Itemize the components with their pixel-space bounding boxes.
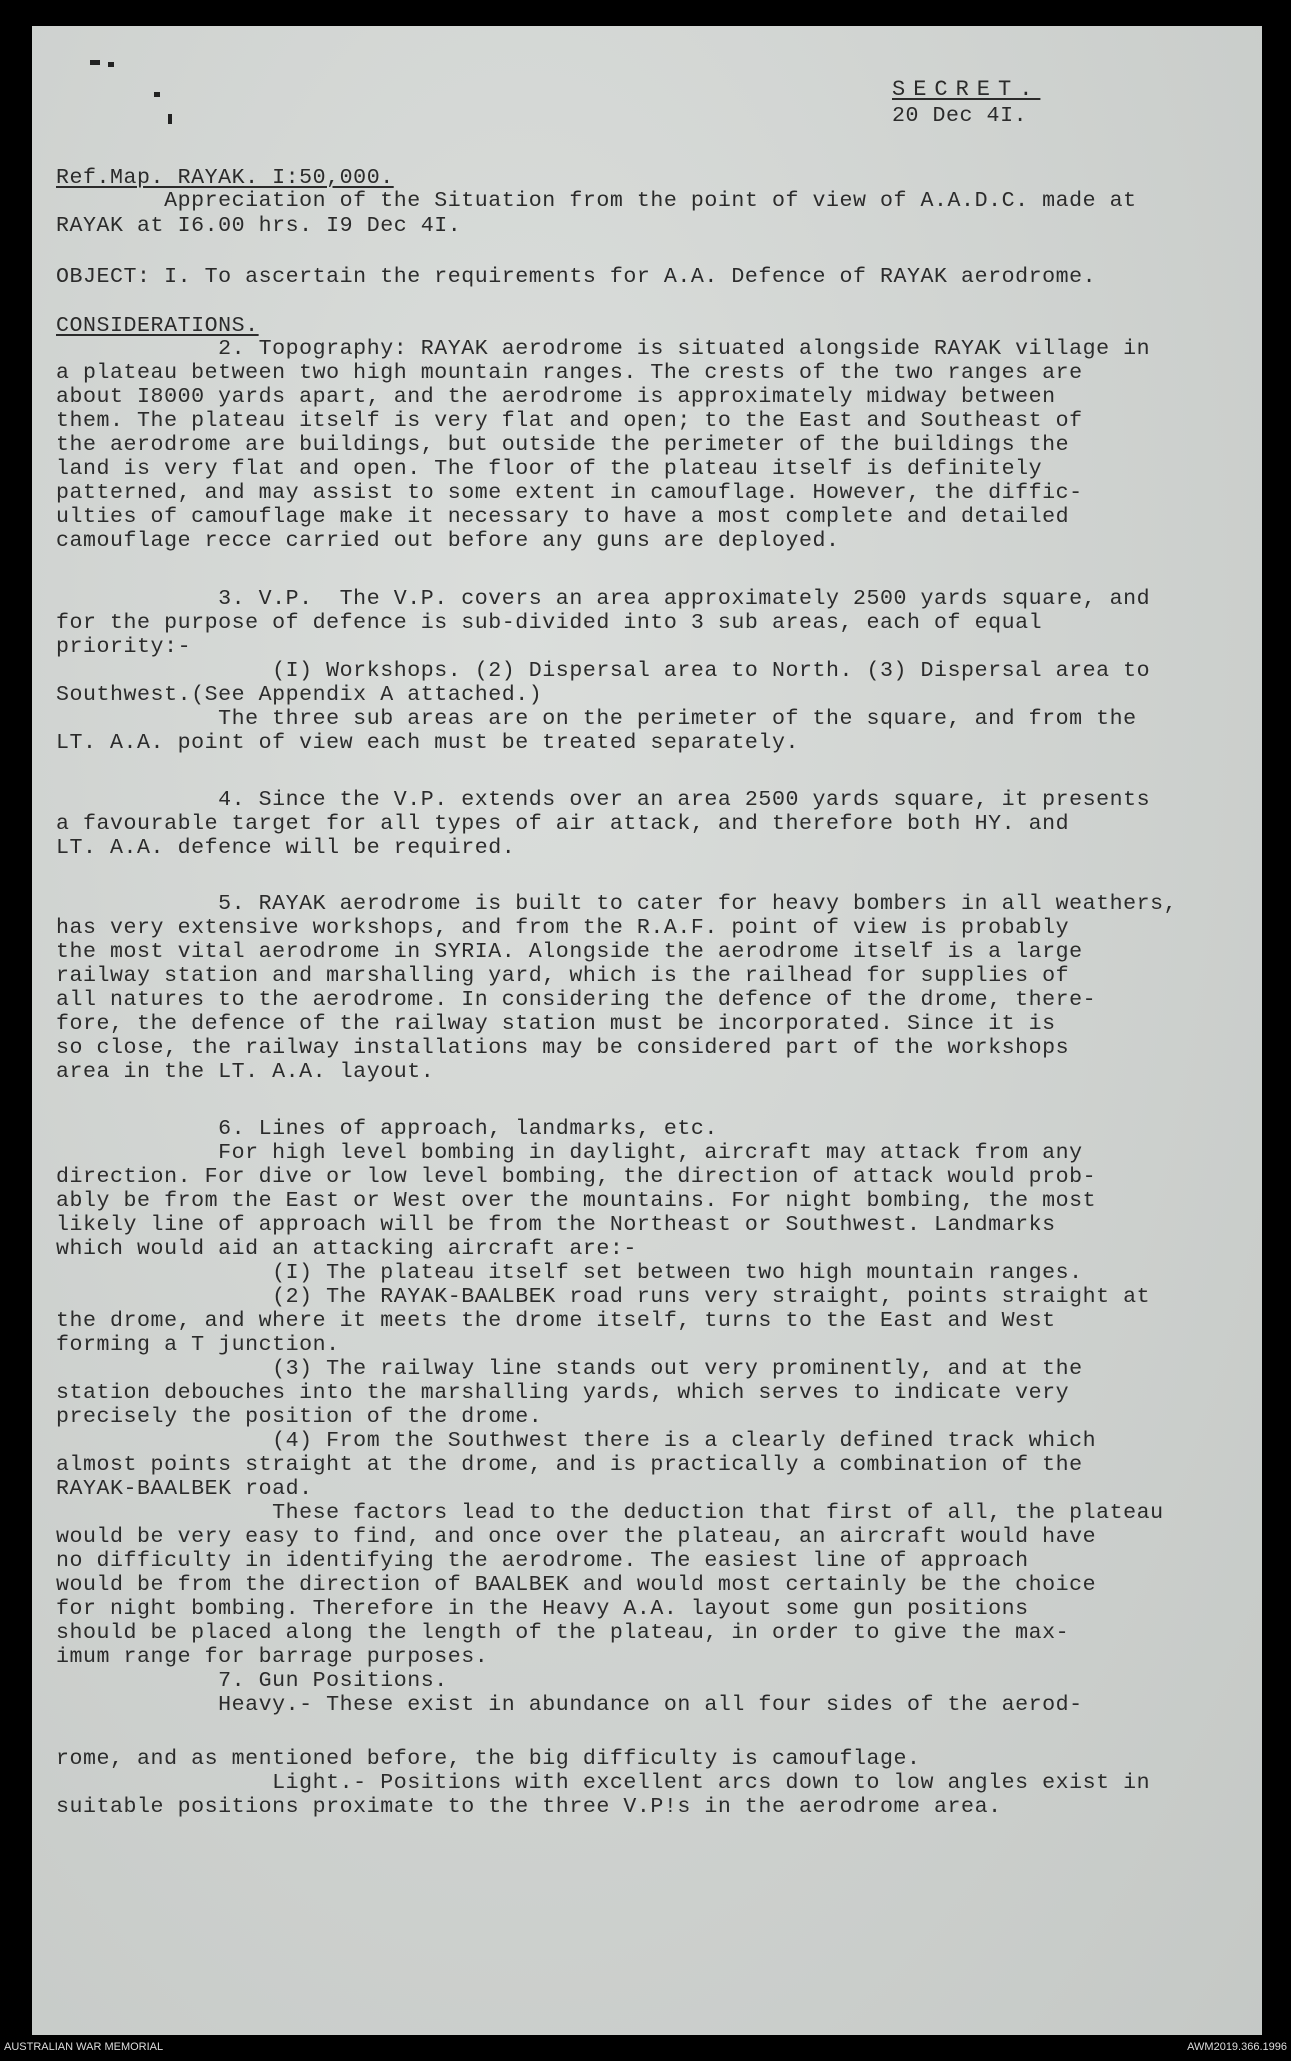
text-line: them. The plateau itself is very flat and open; to the East and Southeast of — [56, 409, 1083, 433]
text-line: (I) The plateau itself set between two high mountain ranges. — [56, 1261, 1083, 1285]
object-line: OBJECT: I. To ascertain the requirements for A.A. Defence of RAYAK aerodrome. — [56, 265, 1097, 289]
text-line: a plateau between two high mountain ranges. The crests of the two ranges are — [56, 361, 1083, 385]
text-line: 5. RAYAK aerodrome is built to cater for heavy bombers in all weathers, — [56, 892, 1178, 916]
text-line: imum range for barrage purposes. — [56, 1645, 489, 1669]
text-line: Southwest.(See Appendix A attached.) — [56, 683, 543, 707]
text-line: (I) Workshops. (2) Dispersal area to North. (3) Dispersal area to — [56, 659, 1151, 683]
text-line: patterned, and may assist to some extent in camouflage. However, the diffic- — [56, 481, 1083, 505]
text-line: The three sub areas are on the perimeter of the square, and from the — [56, 707, 1137, 731]
map-reference: Ref.Map. RAYAK. I:50,000. — [56, 166, 394, 190]
text-line: LT. A.A. point of view each must be treated separately. — [56, 731, 799, 755]
text-line: the most vital aerodrome in SYRIA. Alongside the aerodrome itself is a large — [56, 940, 1083, 964]
text-line: These factors lead to the deduction that first of all, the plateau — [56, 1501, 1164, 1525]
text-line: forming a T junction. — [56, 1333, 340, 1357]
text-line: Appreciation of the Situation from the point of view of A.A.D.C. made at — [56, 189, 1137, 213]
text-line: all natures to the aerodrome. In considering the defence of the drome, there- — [56, 988, 1097, 1012]
text-line: railway station and marshalling yard, which is the railhead for supplies of — [56, 964, 1070, 988]
text-line: the aerodrome are buildings, but outside the perimeter of the buildings the — [56, 433, 1070, 457]
text-line: direction. For dive or low level bombing, the direction of attack would prob- — [56, 1165, 1097, 1189]
text-line: 7. Gun Positions. — [56, 1669, 448, 1693]
text-line: the drome, and where it meets the drome itself, turns to the East and West — [56, 1309, 1056, 1333]
ink-mark — [168, 114, 172, 124]
text-line: would be from the direction of BAALBEK and would most certainly be the choice — [56, 1573, 1097, 1597]
text-line: no difficulty in identifying the aerodrome. The easiest line of approach — [56, 1549, 1029, 1573]
text-line: 2. Topography: RAYAK aerodrome is situated alongside RAYAK village in — [56, 337, 1151, 361]
ink-mark — [154, 92, 160, 97]
ink-mark — [108, 62, 114, 67]
text-line: Light.- Positions with excellent arcs down to low angles exist in — [56, 1771, 1151, 1795]
text-line: RAYAK at I6.00 hrs. I9 Dec 4I. — [56, 214, 462, 238]
document-page — [32, 26, 1262, 2036]
text-line: (2) The RAYAK-BAALBEK road runs very straight, points straight at — [56, 1285, 1151, 1309]
text-line: station debouches into the marshalling yards, which serves to indicate very — [56, 1381, 1070, 1405]
text-line: ably be from the East or West over the mountains. For night bombing, the most — [56, 1189, 1097, 1213]
archive-footer — [0, 2035, 1291, 2061]
text-line: Heavy.- These exist in abundance on all four sides of the aerod- — [56, 1693, 1083, 1717]
text-line: LT. A.A. defence will be required. — [56, 836, 516, 860]
text-line: likely line of approach will be from the Northeast or Southwest. Landmarks — [56, 1213, 1056, 1237]
text-line: should be placed along the length of the plateau, in order to give the max- — [56, 1621, 1070, 1645]
text-line: RAYAK-BAALBEK road. — [56, 1477, 313, 1501]
text-line: precisely the position of the drome. — [56, 1405, 543, 1429]
text-line: a favourable target for all types of air attack, and therefore both HY. and — [56, 812, 1070, 836]
text-line: For high level bombing in daylight, aircraft may attack from any — [56, 1141, 1083, 1165]
text-line: land is very flat and open. The floor of the plateau itself is definitely — [56, 457, 1043, 481]
text-line: so close, the railway installations may be considered part of the workshops — [56, 1036, 1070, 1060]
text-line: about I8000 yards apart, and the aerodrome is approximately midway between — [56, 385, 1056, 409]
considerations-heading: CONSIDERATIONS. — [56, 314, 259, 338]
text-line: which would aid an attacking aircraft are:- — [56, 1237, 637, 1261]
text-line: for the purpose of defence is sub-divided into 3 sub areas, each of equal — [56, 611, 1043, 635]
footer-institution: AUSTRALIAN WAR MEMORIAL — [4, 2041, 164, 2053]
text-line: camouflage recce carried out before any guns are deployed. — [56, 529, 840, 553]
ink-mark — [90, 60, 100, 65]
classification-stamp: SECRET. — [892, 77, 1041, 102]
text-line: has very extensive workshops, and from the R.A.F. point of view is probably — [56, 916, 1070, 940]
text-line: priority:- — [56, 635, 192, 659]
text-line: would be very easy to find, and once over the plateau, an aircraft would have — [56, 1525, 1097, 1549]
section-heading-7: rome, and as mentioned before, the big difficulty is camouflage. — [56, 1747, 921, 1771]
text-line: for night bombing. Therefore in the Heavy A.A. layout some gun positions — [56, 1597, 1029, 1621]
text-line: (4) From the Southwest there is a clearly defined track which — [56, 1429, 1097, 1453]
footer-reference: AWM2019.366.1996 — [1187, 2041, 1287, 2053]
text-line: (3) The railway line stands out very prominently, and at the — [56, 1357, 1083, 1381]
text-line: suitable positions proximate to the three V.P!s in the aerodrome area. — [56, 1795, 1002, 1819]
text-line: fore, the defence of the railway station must be incorporated. Since it is — [56, 1012, 1056, 1036]
text-line: 4. Since the V.P. extends over an area 2500 yards square, it presents — [56, 788, 1151, 812]
text-line: ulties of camouflage make it necessary to have a most complete and detailed — [56, 505, 1070, 529]
text-line: 3. V.P. The V.P. covers an area approximately 2500 yards square, and — [56, 587, 1151, 611]
text-line: area in the LT. A.A. layout. — [56, 1060, 435, 1084]
document-date: 20 Dec 4I. — [892, 104, 1028, 128]
section-heading-6: 6. Lines of approach, landmarks, etc. — [56, 1117, 718, 1141]
text-line: almost points straight at the drome, and is practically a combination of the — [56, 1453, 1083, 1477]
